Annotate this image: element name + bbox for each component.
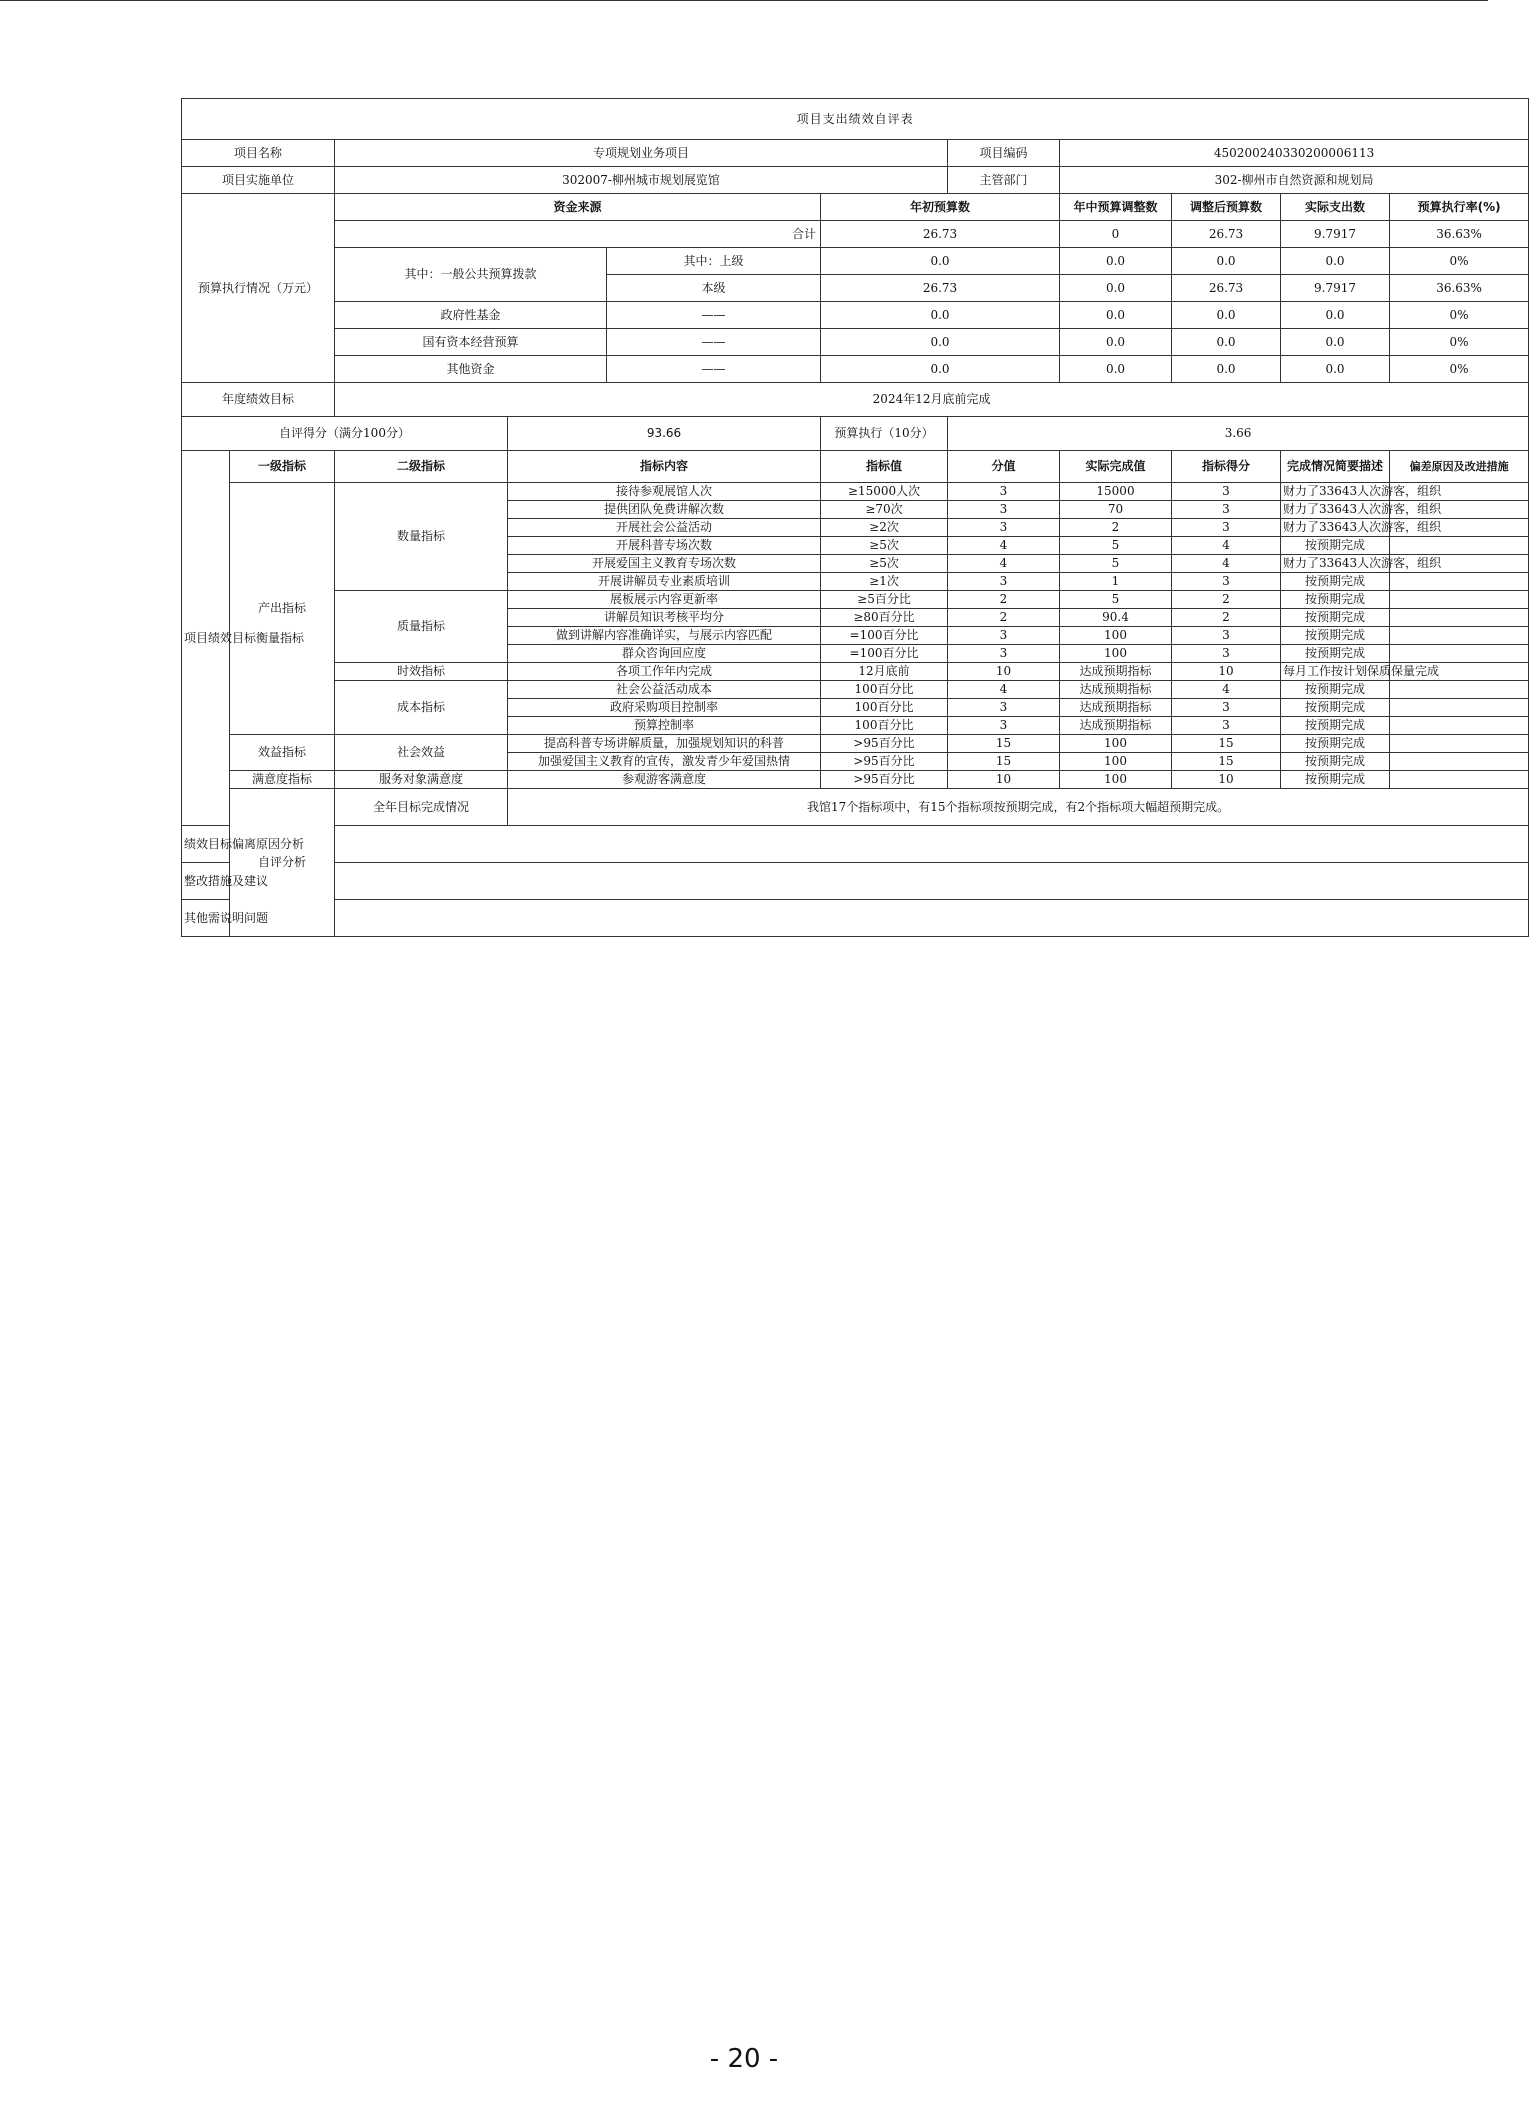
ind-content: 群众咨询回应度	[508, 645, 821, 663]
ind-score: 3	[1172, 699, 1281, 717]
ind-content: 接待参观展馆人次	[508, 483, 821, 501]
budget-cell: 0.0	[1281, 302, 1390, 329]
ind-actual: 100	[1060, 645, 1172, 663]
ind-target: >95百分比	[821, 735, 948, 753]
budget-cell: 26.73	[1172, 221, 1281, 248]
ind-desc: 按预期完成	[1281, 681, 1390, 699]
ind-points: 3	[948, 501, 1060, 519]
ind-deviation	[1390, 591, 1529, 609]
ind-score: 2	[1172, 591, 1281, 609]
ind-actual: 100	[1060, 735, 1172, 753]
ind-points: 3	[948, 519, 1060, 537]
self-score-value: 93.66	[508, 417, 821, 451]
completion-value: 我馆17个指标项中，有15个指标项按预期完成，有2个指标项大幅超预期完成。	[508, 789, 1529, 826]
ind-points: 10	[948, 771, 1060, 789]
completion-label: 全年目标完成情况	[335, 789, 508, 826]
other-issues-label: 其他需说明问题	[182, 900, 230, 937]
level2-service: 服务对象满意度	[335, 771, 508, 789]
ind-deviation	[1390, 627, 1529, 645]
ind-actual: 15000	[1060, 483, 1172, 501]
ind-deviation	[1390, 753, 1529, 771]
ind-score: 3	[1172, 519, 1281, 537]
ind-points: 3	[948, 573, 1060, 591]
ind-target: 100百分比	[821, 699, 948, 717]
ind-actual: 70	[1060, 501, 1172, 519]
ind-header-level1: 一级指标	[230, 451, 335, 483]
dash-cell: ——	[607, 329, 821, 356]
ind-points: 4	[948, 555, 1060, 573]
ind-score: 10	[1172, 663, 1281, 681]
budget-cell: 9.7917	[1281, 221, 1390, 248]
ind-score: 3	[1172, 483, 1281, 501]
budget-exec-score-value: 3.66	[948, 417, 1529, 451]
ind-actual: 100	[1060, 627, 1172, 645]
budget-cell: 9.7917	[1281, 275, 1390, 302]
dash-cell: ——	[607, 302, 821, 329]
ind-actual: 达成预期指标	[1060, 663, 1172, 681]
level2-quality: 质量指标	[335, 591, 508, 663]
ind-target: =100百分比	[821, 627, 948, 645]
budget-cell: 0.0	[1060, 302, 1172, 329]
ind-actual: 100	[1060, 771, 1172, 789]
ind-desc: 财力了33643人次游客，组织	[1281, 501, 1390, 519]
ind-points: 4	[948, 681, 1060, 699]
project-code-value: 450200240330200006113	[1060, 140, 1529, 167]
ind-desc: 按预期完成	[1281, 717, 1390, 735]
ind-points: 2	[948, 591, 1060, 609]
ind-content: 各项工作年内完成	[508, 663, 821, 681]
ind-desc: 财力了33643人次游客，组织	[1281, 483, 1390, 501]
ind-score: 3	[1172, 501, 1281, 519]
ind-content: 开展爱国主义教育专场次数	[508, 555, 821, 573]
ind-actual: 5	[1060, 537, 1172, 555]
ind-desc: 按预期完成	[1281, 753, 1390, 771]
ind-actual: 达成预期指标	[1060, 681, 1172, 699]
ind-target: ≥5次	[821, 537, 948, 555]
self-analysis-label: 自评分析	[230, 789, 335, 937]
page-number: - 20 -	[709, 2044, 779, 2074]
budget-cell: 0.0	[1060, 329, 1172, 356]
ind-content: 展板展示内容更新率	[508, 591, 821, 609]
ind-desc: 按预期完成	[1281, 627, 1390, 645]
supervising-dept-label: 主管部门	[948, 167, 1060, 194]
ind-target: 12月底前	[821, 663, 948, 681]
budget-header-adjusted: 调整后预算数	[1172, 194, 1281, 221]
ind-target: =100百分比	[821, 645, 948, 663]
ind-points: 3	[948, 645, 1060, 663]
indicators-side-label: 项目绩效目标衡量指标	[182, 451, 230, 826]
ind-content: 讲解员知识考核平均分	[508, 609, 821, 627]
budget-cell: 0.0	[821, 248, 1060, 275]
budget-cell: 0.0	[1172, 248, 1281, 275]
self-score-label: 自评得分（满分100分）	[182, 417, 508, 451]
budget-cell: 26.73	[821, 275, 1060, 302]
ind-header-score: 指标得分	[1172, 451, 1281, 483]
ind-score: 2	[1172, 609, 1281, 627]
ind-points: 3	[948, 627, 1060, 645]
ind-desc: 按预期完成	[1281, 735, 1390, 753]
ind-content: 开展科普专场次数	[508, 537, 821, 555]
budget-cell: 36.63%	[1390, 221, 1529, 248]
ind-header-points: 分值	[948, 451, 1060, 483]
ind-actual: 1	[1060, 573, 1172, 591]
ind-header-target: 指标值	[821, 451, 948, 483]
ind-desc: 财力了33643人次游客，组织	[1281, 519, 1390, 537]
ind-score: 4	[1172, 555, 1281, 573]
ind-target: ≥2次	[821, 519, 948, 537]
ind-actual: 达成预期指标	[1060, 717, 1172, 735]
ind-points: 2	[948, 609, 1060, 627]
budget-header-actual: 实际支出数	[1281, 194, 1390, 221]
ind-actual: 达成预期指标	[1060, 699, 1172, 717]
ind-score: 4	[1172, 537, 1281, 555]
ind-deviation	[1390, 609, 1529, 627]
ind-deviation	[1390, 717, 1529, 735]
ind-content: 开展社会公益活动	[508, 519, 821, 537]
ind-deviation	[1390, 537, 1529, 555]
implementing-unit-label: 项目实施单位	[182, 167, 335, 194]
ind-points: 3	[948, 483, 1060, 501]
deviation-analysis-label: 绩效目标偏离原因分析	[182, 826, 230, 863]
budget-exec-score-label: 预算执行（10分）	[821, 417, 948, 451]
ind-points: 3	[948, 699, 1060, 717]
budget-cell: 0.0	[821, 302, 1060, 329]
deviation-analysis-value	[335, 826, 1529, 863]
budget-header-rate: 预算执行率(%)	[1390, 194, 1529, 221]
budget-cell: 0.0	[1060, 248, 1172, 275]
budget-header-source: 资金来源	[335, 194, 821, 221]
performance-self-evaluation-table	[181, 98, 1529, 937]
rectify-value	[335, 863, 1529, 900]
ind-target: >95百分比	[821, 753, 948, 771]
table-title: 项目支出绩效自评表	[182, 99, 1529, 140]
budget-cell: 0.0	[1281, 329, 1390, 356]
budget-cell: 0.0	[1060, 275, 1172, 302]
ind-desc: 按预期完成	[1281, 537, 1390, 555]
ind-points: 3	[948, 717, 1060, 735]
project-name-label: 项目名称	[182, 140, 335, 167]
ind-score: 10	[1172, 771, 1281, 789]
level1-benefit: 效益指标	[230, 735, 335, 771]
budget-total-label: 合计	[335, 221, 821, 248]
ind-desc: 财力了33643人次游客，组织	[1281, 555, 1390, 573]
ind-score: 15	[1172, 753, 1281, 771]
ind-deviation	[1390, 681, 1529, 699]
budget-cell: 0.0	[821, 356, 1060, 383]
ind-content: 预算控制率	[508, 717, 821, 735]
ind-points: 4	[948, 537, 1060, 555]
ind-deviation	[1390, 771, 1529, 789]
level2-cost: 成本指标	[335, 681, 508, 735]
ind-actual: 5	[1060, 555, 1172, 573]
ind-target: ≥5次	[821, 555, 948, 573]
ind-content: 加强爱国主义教育的宣传，激发青少年爱国热情	[508, 753, 821, 771]
implementing-unit-value: 302007-柳州城市规划展览馆	[335, 167, 948, 194]
ind-desc: 按预期完成	[1281, 699, 1390, 717]
ind-score: 4	[1172, 681, 1281, 699]
budget-cell: 0%	[1390, 302, 1529, 329]
budget-cell: 26.73	[821, 221, 1060, 248]
budget-cell: 0.0	[1172, 302, 1281, 329]
ind-target: ≥1次	[821, 573, 948, 591]
ind-desc: 按预期完成	[1281, 609, 1390, 627]
ind-actual: 2	[1060, 519, 1172, 537]
ind-header-desc: 完成情况简要描述	[1281, 451, 1390, 483]
ind-header-level2: 二级指标	[335, 451, 508, 483]
other-issues-value	[335, 900, 1529, 937]
rectify-label: 整改措施及建议	[182, 863, 230, 900]
budget-cell: 0.0	[821, 329, 1060, 356]
level1-output: 产出指标	[230, 483, 335, 735]
other-fund-label: 其他资金	[335, 356, 607, 383]
budget-upper-label: 其中：上级	[607, 248, 821, 275]
budget-header-adjustment: 年中预算调整数	[1060, 194, 1172, 221]
project-name-value: 专项规划业务项目	[335, 140, 948, 167]
level2-time: 时效指标	[335, 663, 508, 681]
ind-points: 10	[948, 663, 1060, 681]
ind-score: 3	[1172, 573, 1281, 591]
supervising-dept-value: 302-柳州市自然资源和规划局	[1060, 167, 1529, 194]
budget-cell: 0.0	[1172, 356, 1281, 383]
ind-content: 提供团队免费讲解次数	[508, 501, 821, 519]
dash-cell: ——	[607, 356, 821, 383]
budget-cell: 26.73	[1172, 275, 1281, 302]
ind-target: 100百分比	[821, 681, 948, 699]
ind-score: 15	[1172, 735, 1281, 753]
budget-cell: 0.0	[1172, 329, 1281, 356]
ind-content: 做到讲解内容准确详实，与展示内容匹配	[508, 627, 821, 645]
gov-fund-label: 政府性基金	[335, 302, 607, 329]
ind-target: 100百分比	[821, 717, 948, 735]
ind-desc: 按预期完成	[1281, 645, 1390, 663]
ind-desc: 按预期完成	[1281, 573, 1390, 591]
ind-desc: 按预期完成	[1281, 771, 1390, 789]
ind-score: 3	[1172, 717, 1281, 735]
ind-deviation	[1390, 699, 1529, 717]
budget-execution-label: 预算执行情况（万元）	[182, 194, 335, 383]
ind-content: 提高科普专场讲解质量，加强规划知识的科普	[508, 735, 821, 753]
ind-deviation	[1390, 573, 1529, 591]
budget-cell: 0.0	[1281, 356, 1390, 383]
budget-cell: 0.0	[1281, 248, 1390, 275]
general-budget-label: 其中：一般公共预算拨款	[335, 248, 607, 302]
ind-content: 政府采购项目控制率	[508, 699, 821, 717]
ind-content: 社会公益活动成本	[508, 681, 821, 699]
annual-goal-value: 2024年12月底前完成	[335, 383, 1529, 417]
level2-quantity: 数量指标	[335, 483, 508, 591]
ind-actual: 100	[1060, 753, 1172, 771]
ind-desc: 每月工作按计划保质保量完成	[1281, 663, 1390, 681]
annual-goal-label: 年度绩效目标	[182, 383, 335, 417]
budget-cell: 0.0	[1060, 356, 1172, 383]
ind-content: 开展讲解员专业素质培训	[508, 573, 821, 591]
ind-points: 15	[948, 753, 1060, 771]
ind-points: 15	[948, 735, 1060, 753]
budget-cell: 0%	[1390, 248, 1529, 275]
ind-target: ≥70次	[821, 501, 948, 519]
budget-cell: 36.63%	[1390, 275, 1529, 302]
ind-deviation	[1390, 645, 1529, 663]
budget-cell: 0%	[1390, 356, 1529, 383]
ind-deviation	[1390, 735, 1529, 753]
ind-score: 3	[1172, 627, 1281, 645]
ind-score: 3	[1172, 645, 1281, 663]
state-capital-label: 国有资本经营预算	[335, 329, 607, 356]
budget-header-initial: 年初预算数	[821, 194, 1060, 221]
level2-social: 社会效益	[335, 735, 508, 771]
ind-header-actual: 实际完成值	[1060, 451, 1172, 483]
ind-desc: 按预期完成	[1281, 591, 1390, 609]
budget-cell: 0	[1060, 221, 1172, 248]
ind-header-content: 指标内容	[508, 451, 821, 483]
ind-target: ≥80百分比	[821, 609, 948, 627]
project-code-label: 项目编码	[948, 140, 1060, 167]
ind-target: ≥5百分比	[821, 591, 948, 609]
budget-local-label: 本级	[607, 275, 821, 302]
ind-header-deviation: 偏差原因及改进措施	[1390, 451, 1529, 483]
ind-actual: 5	[1060, 591, 1172, 609]
ind-target: ≥15000人次	[821, 483, 948, 501]
ind-actual: 90.4	[1060, 609, 1172, 627]
top-border-line	[0, 0, 1488, 1]
ind-content: 参观游客满意度	[508, 771, 821, 789]
level1-satisfaction: 满意度指标	[230, 771, 335, 789]
budget-cell: 0%	[1390, 329, 1529, 356]
ind-target: >95百分比	[821, 771, 948, 789]
